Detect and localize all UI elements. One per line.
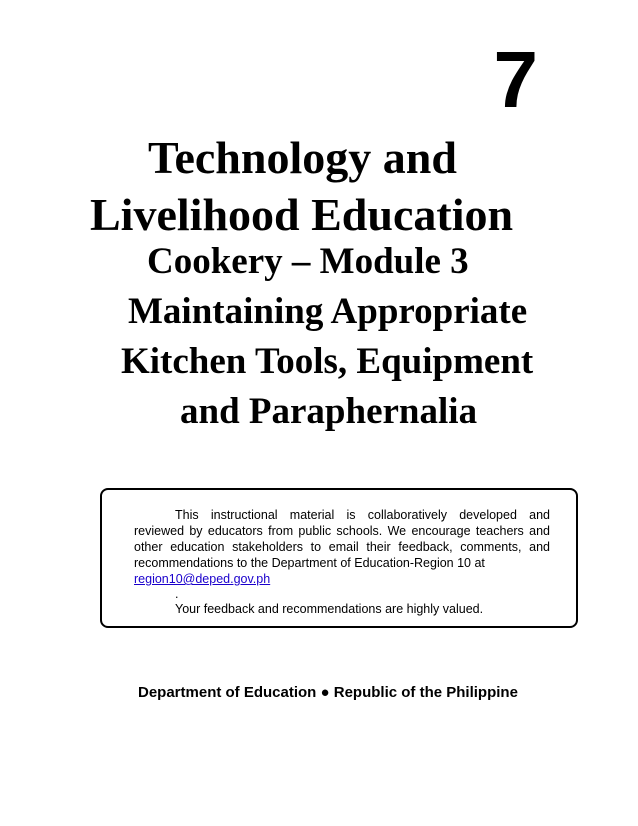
subtitle-line-2: Kitchen Tools, Equipment [121, 341, 534, 382]
notice-body: This instructional material is collaboratively developed and reviewed by educators from public schools. We encourage teachers and other education stakeholders to email their feedback, comments, and recommendations to the Department of Education-Region 10 at [134, 508, 550, 570]
notice-closing: Your feedback and recommendations are highly valued. [175, 602, 484, 616]
notice-content [134, 507, 550, 617]
grade-number: 7 [493, 35, 538, 124]
module-title: Cookery – Module 3 [147, 241, 469, 282]
email-link[interactable]: region10@deped.gov.ph [134, 572, 271, 586]
title-line-1: Technology and [148, 132, 457, 183]
title-line-2: Livelihood Education [90, 189, 514, 240]
notice-dot: . [175, 587, 179, 601]
footer-text: Department of Education ● Republic of the Philippine [138, 684, 518, 701]
subtitle-line-1: Maintaining Appropriate [128, 291, 528, 332]
notice-paragraph [134, 507, 550, 587]
subtitle-line-3: and Paraphernalia [180, 391, 478, 432]
